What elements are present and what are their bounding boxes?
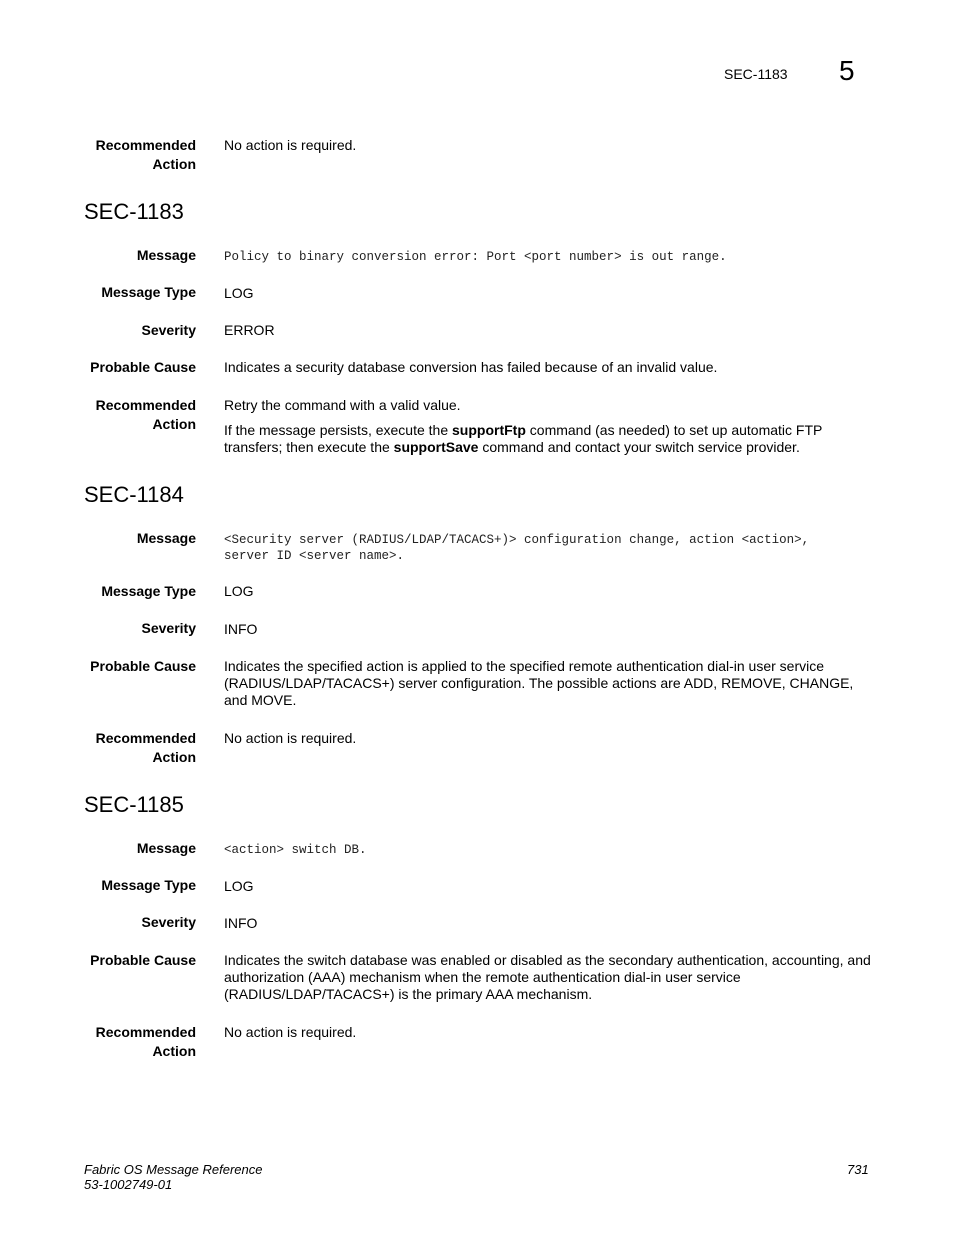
message-type-label: Message Type — [101, 877, 196, 893]
probable-cause-label: Probable Cause — [90, 952, 196, 968]
section-title-sec-1184: SEC-1184 — [84, 482, 184, 507]
probable-cause-value: Indicates a security database conversion has failed because of an invalid value. — [224, 359, 718, 375]
message-value: <Security server (RADIUS/LDAP/TACACS+)> configuration change, action <action>, server ID <server name>. — [224, 533, 810, 563]
severity-label: Severity — [141, 620, 196, 636]
severity-value: INFO — [224, 621, 258, 637]
section-title-sec-1183: SEC-1183 — [84, 199, 184, 224]
recommended-action-label: Recommended Action — [95, 137, 196, 172]
recommended-action-value: Retry the command with a valid value. If the message persists, execute the supportFtp command (as needed) to set up automatic FTP transfers; then execute the supportSave command and contact your switch service provider. — [224, 397, 874, 456]
chapter-number: 5 — [839, 55, 855, 86]
message-type-value: LOG — [224, 285, 254, 301]
message-label: Message — [136, 530, 196, 546]
recommended-action-value: No action is required. — [224, 137, 357, 153]
recommended-action-value: No action is required. — [224, 730, 357, 746]
command-support-ftp: supportFtp — [452, 422, 526, 438]
footer-page-number: 731 — [847, 1162, 869, 1177]
message-type-value: LOG — [224, 878, 254, 894]
probable-cause-value: Indicates the specified action is applied to the specified remote authentication dial-in user service (RADIUS/LDAP/TACACS+) server configuration. The possible actions are ADD, REMOVE, CHANGE, and MOVE. — [224, 658, 854, 708]
running-header-label: SEC-1183 — [724, 66, 788, 82]
message-label: Message — [136, 247, 196, 263]
message-value: Policy to binary conversion error: Port <port number> is out range. — [224, 250, 727, 264]
severity-label: Severity — [141, 914, 196, 930]
message-type-label: Message Type — [101, 284, 196, 300]
message-label: Message — [136, 840, 196, 856]
recommended-action-label: Recommended Action — [95, 1024, 196, 1059]
probable-cause-label: Probable Cause — [90, 658, 196, 674]
recommended-action-value: No action is required. — [224, 1024, 357, 1040]
probable-cause-label: Probable Cause — [90, 359, 196, 375]
message-type-label: Message Type — [101, 583, 196, 599]
recommended-action-label: Recommended Action — [95, 730, 196, 765]
severity-label: Severity — [141, 322, 196, 338]
footer-doc-number: 53-1002749-01 — [84, 1177, 173, 1192]
message-value: <action> switch DB. — [224, 843, 367, 857]
recommended-action-label: Recommended Action — [95, 397, 196, 432]
severity-value: INFO — [224, 915, 258, 931]
probable-cause-value: Indicates the switch database was enabled or disabled as the secondary authentication, accounting, and authorization (AAA) mechanism when the remote authentication dial-in user service (RADIUS/LDAP/TACACS+) is the primary AAA mechanism. — [224, 952, 871, 1002]
message-type-value: LOG — [224, 583, 254, 599]
command-support-save: supportSave — [393, 439, 479, 455]
severity-value: ERROR — [224, 322, 275, 338]
recommended-action-paragraph: If the message persists, execute the supportFtp command (as needed) to set up automatic FTP transfers; then execute the supportSave command and contact your switch service provider. — [224, 422, 823, 455]
footer-doc-title: Fabric OS Message Reference — [84, 1162, 263, 1177]
section-title-sec-1185: SEC-1185 — [84, 792, 184, 817]
